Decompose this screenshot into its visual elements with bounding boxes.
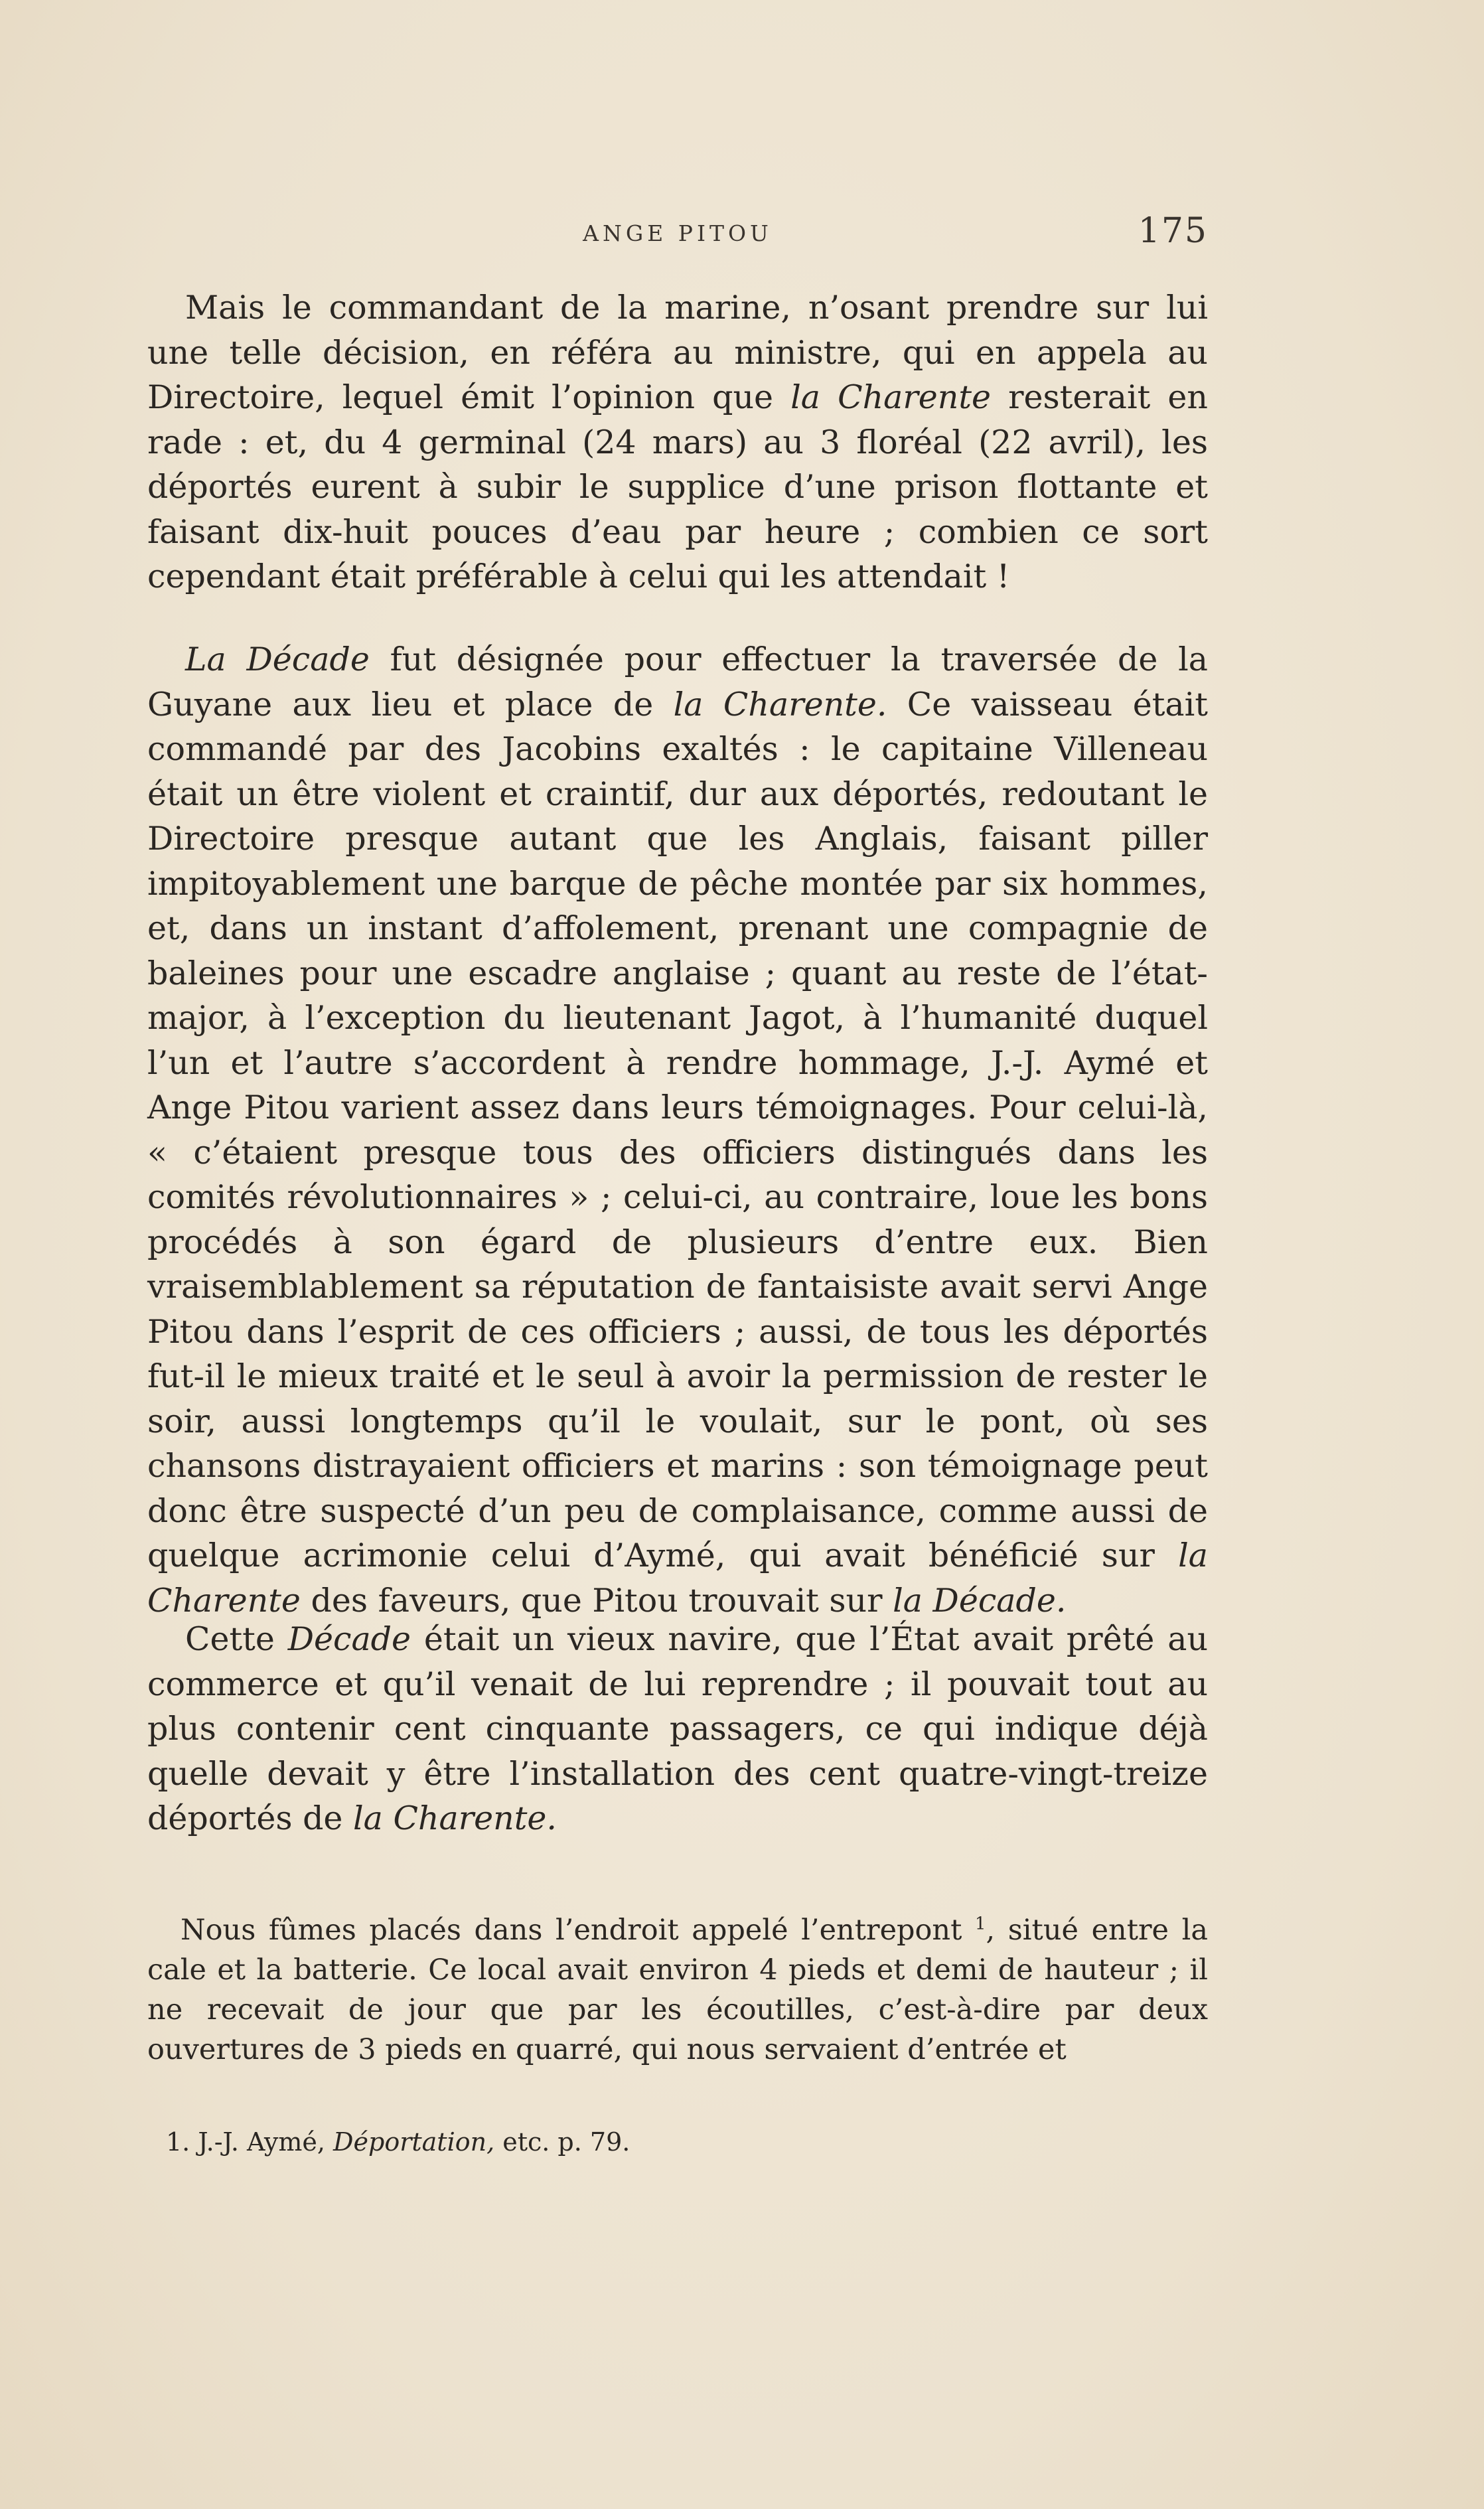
paragraph-text: Cette	[185, 1620, 288, 1658]
paragraph-1	[147, 285, 1208, 599]
block-quote	[147, 1882, 1208, 2098]
ship-name-italic: la Charente.	[673, 685, 887, 723]
ship-name-italic: la Décade.	[893, 1581, 1067, 1620]
footnote-text: J.-J. Aymé,	[190, 2127, 334, 2157]
page-number: 175	[1138, 211, 1208, 251]
ship-name-italic: la Charente	[147, 1537, 1208, 1620]
paragraph-text: des faveurs, que Pitou trouvait sur	[300, 1581, 893, 1620]
ship-name-italic: La Décade	[185, 641, 370, 678]
paragraph-text: resterait en rade : et, du 4 germinal (24 mars) au 3 floréal (22 avril), les déportés eurent à subir le supplice d’une prison flottante et faisant dix-huit pouces d’eau par heure ; combien ce sort cependant était préférable à celui qui les attendait !	[147, 378, 1208, 595]
footnote	[166, 2125, 1161, 2159]
paragraph-text: était un vieux navire, que l’État avait prêté au commerce et qu’il venait de lui reprendre ; il pouvait tout au plus contenir cent cinquante passagers, ce qui indique déjà quelle devait y être l’installation des cent quatre-vingt-treize déportés de	[147, 1620, 1209, 1837]
footnote-reference: 1	[975, 1914, 986, 1934]
quote-text: , situé entre la cale et la batterie. Ce local avait environ 4 pieds et demi de hauteur ; il ne recevait de jour que par les écoutilles, c’est-à-dire par deux ouvertures de 3 pieds en quarré, qui nous servaient d’entrée et	[147, 1914, 1208, 2066]
ship-name-italic: la Charente	[790, 378, 992, 416]
ship-name-italic: la Charente.	[353, 1799, 557, 1837]
running-title: ANGE PITOU	[583, 220, 773, 246]
ship-name-italic: Décade	[287, 1620, 411, 1658]
quote-text: Nous fûmes placés dans l’endroit appelé l’entrepont	[181, 1914, 976, 1947]
paragraph-text: fut désignée pour effectuer la traversée de la Guyane aux lieu et place de	[147, 641, 1208, 723]
paragraph-text: Mais le commandant de la marine, n’osant prendre sur lui une telle décision, en référa au ministre, qui en appela au Directoire, lequel émit l’opinion que	[147, 289, 1208, 416]
paragraph-3	[147, 1617, 1208, 1841]
footnote-title-italic: Déportation,	[333, 2127, 495, 2157]
paragraph-text: Ce vaisseau était commandé par des Jacobins exaltés : le capitaine Villeneau était un être violent et craintif, dur aux déportés, redoutant le Directoire presque autant que les Anglais, faisant piller impitoyablement une barque de pêche montée par six hommes, et, dans un instant d’affolement, prenant une compagnie de baleines pour une escadre anglaise ; quant au reste de l’état-major, à l’exception du lieutenant Jagot, à l’humanité duquel l’un et l’autre s’accordent à rendre hommage, J.-J. Aymé et Ange Pitou varient assez dans leurs témoignages. Pour celui-là, « c’étaient presque tous des officiers distingués dans les comités révolutionnaires » ; celui-ci, au contraire, loue les bons procédés à son égard de plusieurs d’entre eux. Bien vraisemblablement sa réputation de fantaisiste avait servi Ange Pitou dans l’esprit de ces officiers ; aussi, de tous les déportés fut-il le mieux traité et le seul à avoir la permission de rester le soir, aussi longtemps qu’il le voulait, sur le pont, où ses chansons distrayaient officiers et marins : son témoignage peut donc être suspecté d’un peu de complaisance, comme aussi de quelque acrimonie celui d’Aymé, qui avait bénéficié sur	[147, 685, 1208, 1574]
footnote-text: etc. p. 79.	[494, 2127, 631, 2157]
footnote-number: 1.	[166, 2127, 190, 2157]
paragraph-2	[147, 637, 1208, 1623]
running-head	[147, 211, 1208, 258]
